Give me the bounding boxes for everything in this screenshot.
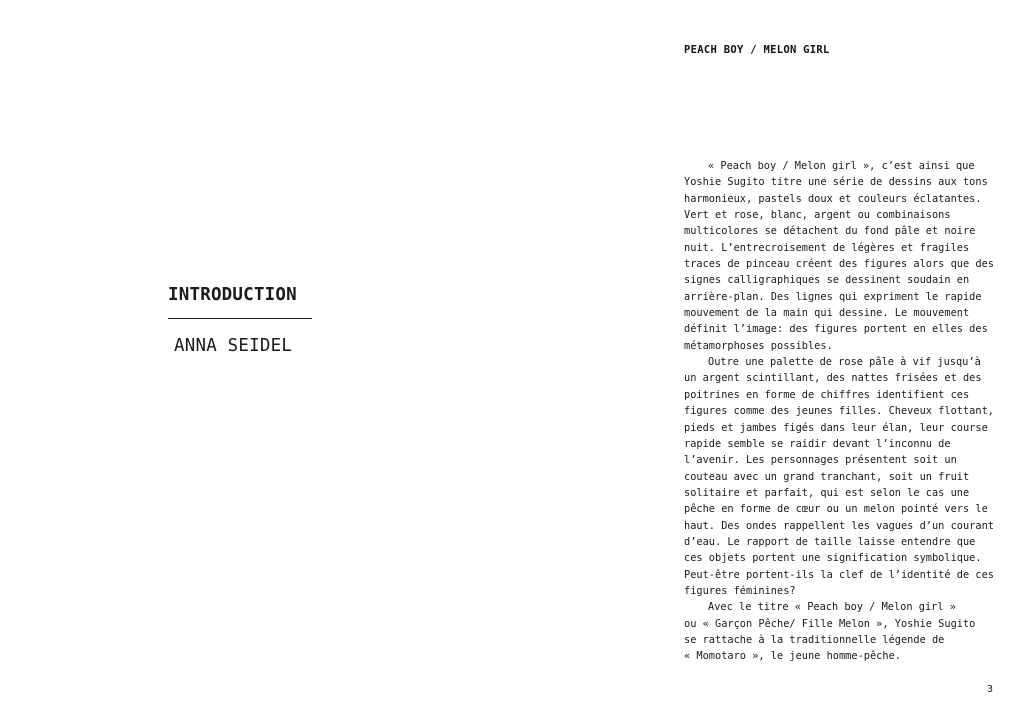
text-line: ces objets portent une signification symbolique. [684,552,982,565]
title-divider [168,318,312,319]
text-line: poitrines en forme de chiffres identifient ces [684,388,970,401]
text-line: solitaire et parfait, qui est selon le cas une [684,486,970,499]
text-line: nuit. L’entrecroisement de légères et fragiles [684,241,970,254]
text-line: Outre une palette de rose pâle à vif jusqu’à [708,356,981,369]
text-line: rapide semble se raidir devant l’inconnu de [684,437,951,450]
text-line: couteau avec un grand tranchant, soit un fruit [684,470,970,483]
text-line: Yoshie Sugito titre une série de dessins aux tons [684,176,988,189]
text-line: définit l’image: des figures portent en elles des [684,323,988,336]
text-line: figures comme des jeunes filles. Cheveux flottant, [684,405,994,418]
chapter-title: INTRODUCTION [168,285,297,305]
text-line: mouvement de la main qui dessine. Le mouvement [684,307,970,320]
running-head: PEACH BOY / MELON GIRL [684,44,830,56]
text-line: pieds et jambes figés dans leur élan, leur course [684,421,988,434]
text-line: Avec le titre « Peach boy / Melon girl » [708,601,956,614]
text-line: haut. Des ondes rappellent les vagues d’un courant [684,519,994,532]
text-line: « Peach boy / Melon girl », c’est ainsi que [708,160,975,172]
text-line: traces de pinceau créent des figures alors que des [684,258,994,271]
text-line: se rattache à la traditionnelle légende de [684,633,945,646]
text-line: multicolores se détachent du fond pâle et noire [684,225,976,238]
text-line: Peut-être portent-ils la clef de l’identité de ces [684,568,994,581]
page-number: 3 [987,684,994,695]
text-line: harmonieux, pastels doux et couleurs éclatantes. [684,192,982,205]
right-page [512,0,1024,726]
body-text [684,158,1006,665]
text-line: signes calligraphiques se dessinent soudain en [684,274,970,287]
text-line: figures féminines? [684,584,796,597]
text-line: d’eau. Le rapport de taille laisse entendre que [684,535,976,548]
author-name: ANNA SEIDEL [174,336,293,356]
text-line: « Momotaro », le jeune homme-pêche. [684,650,901,663]
text-line: Vert et rose, blanc, argent ou combinaisons [684,209,951,222]
text-line: ou « Garçon Pêche/ Fille Melon », Yoshie Sugito [684,617,976,630]
text-line: l’avenir. Les personnages présentent soit un [684,454,957,467]
chapter-title-block [168,284,314,357]
text-line: un argent scintillant, des nattes frisées et des [684,372,982,385]
text-line: pêche en forme de cœur ou un melon pointé vers le [684,503,988,516]
text-line: arrière-plan. Des lignes qui expriment le rapide [684,290,982,303]
text-line: métamorphoses possibles. [684,339,833,352]
